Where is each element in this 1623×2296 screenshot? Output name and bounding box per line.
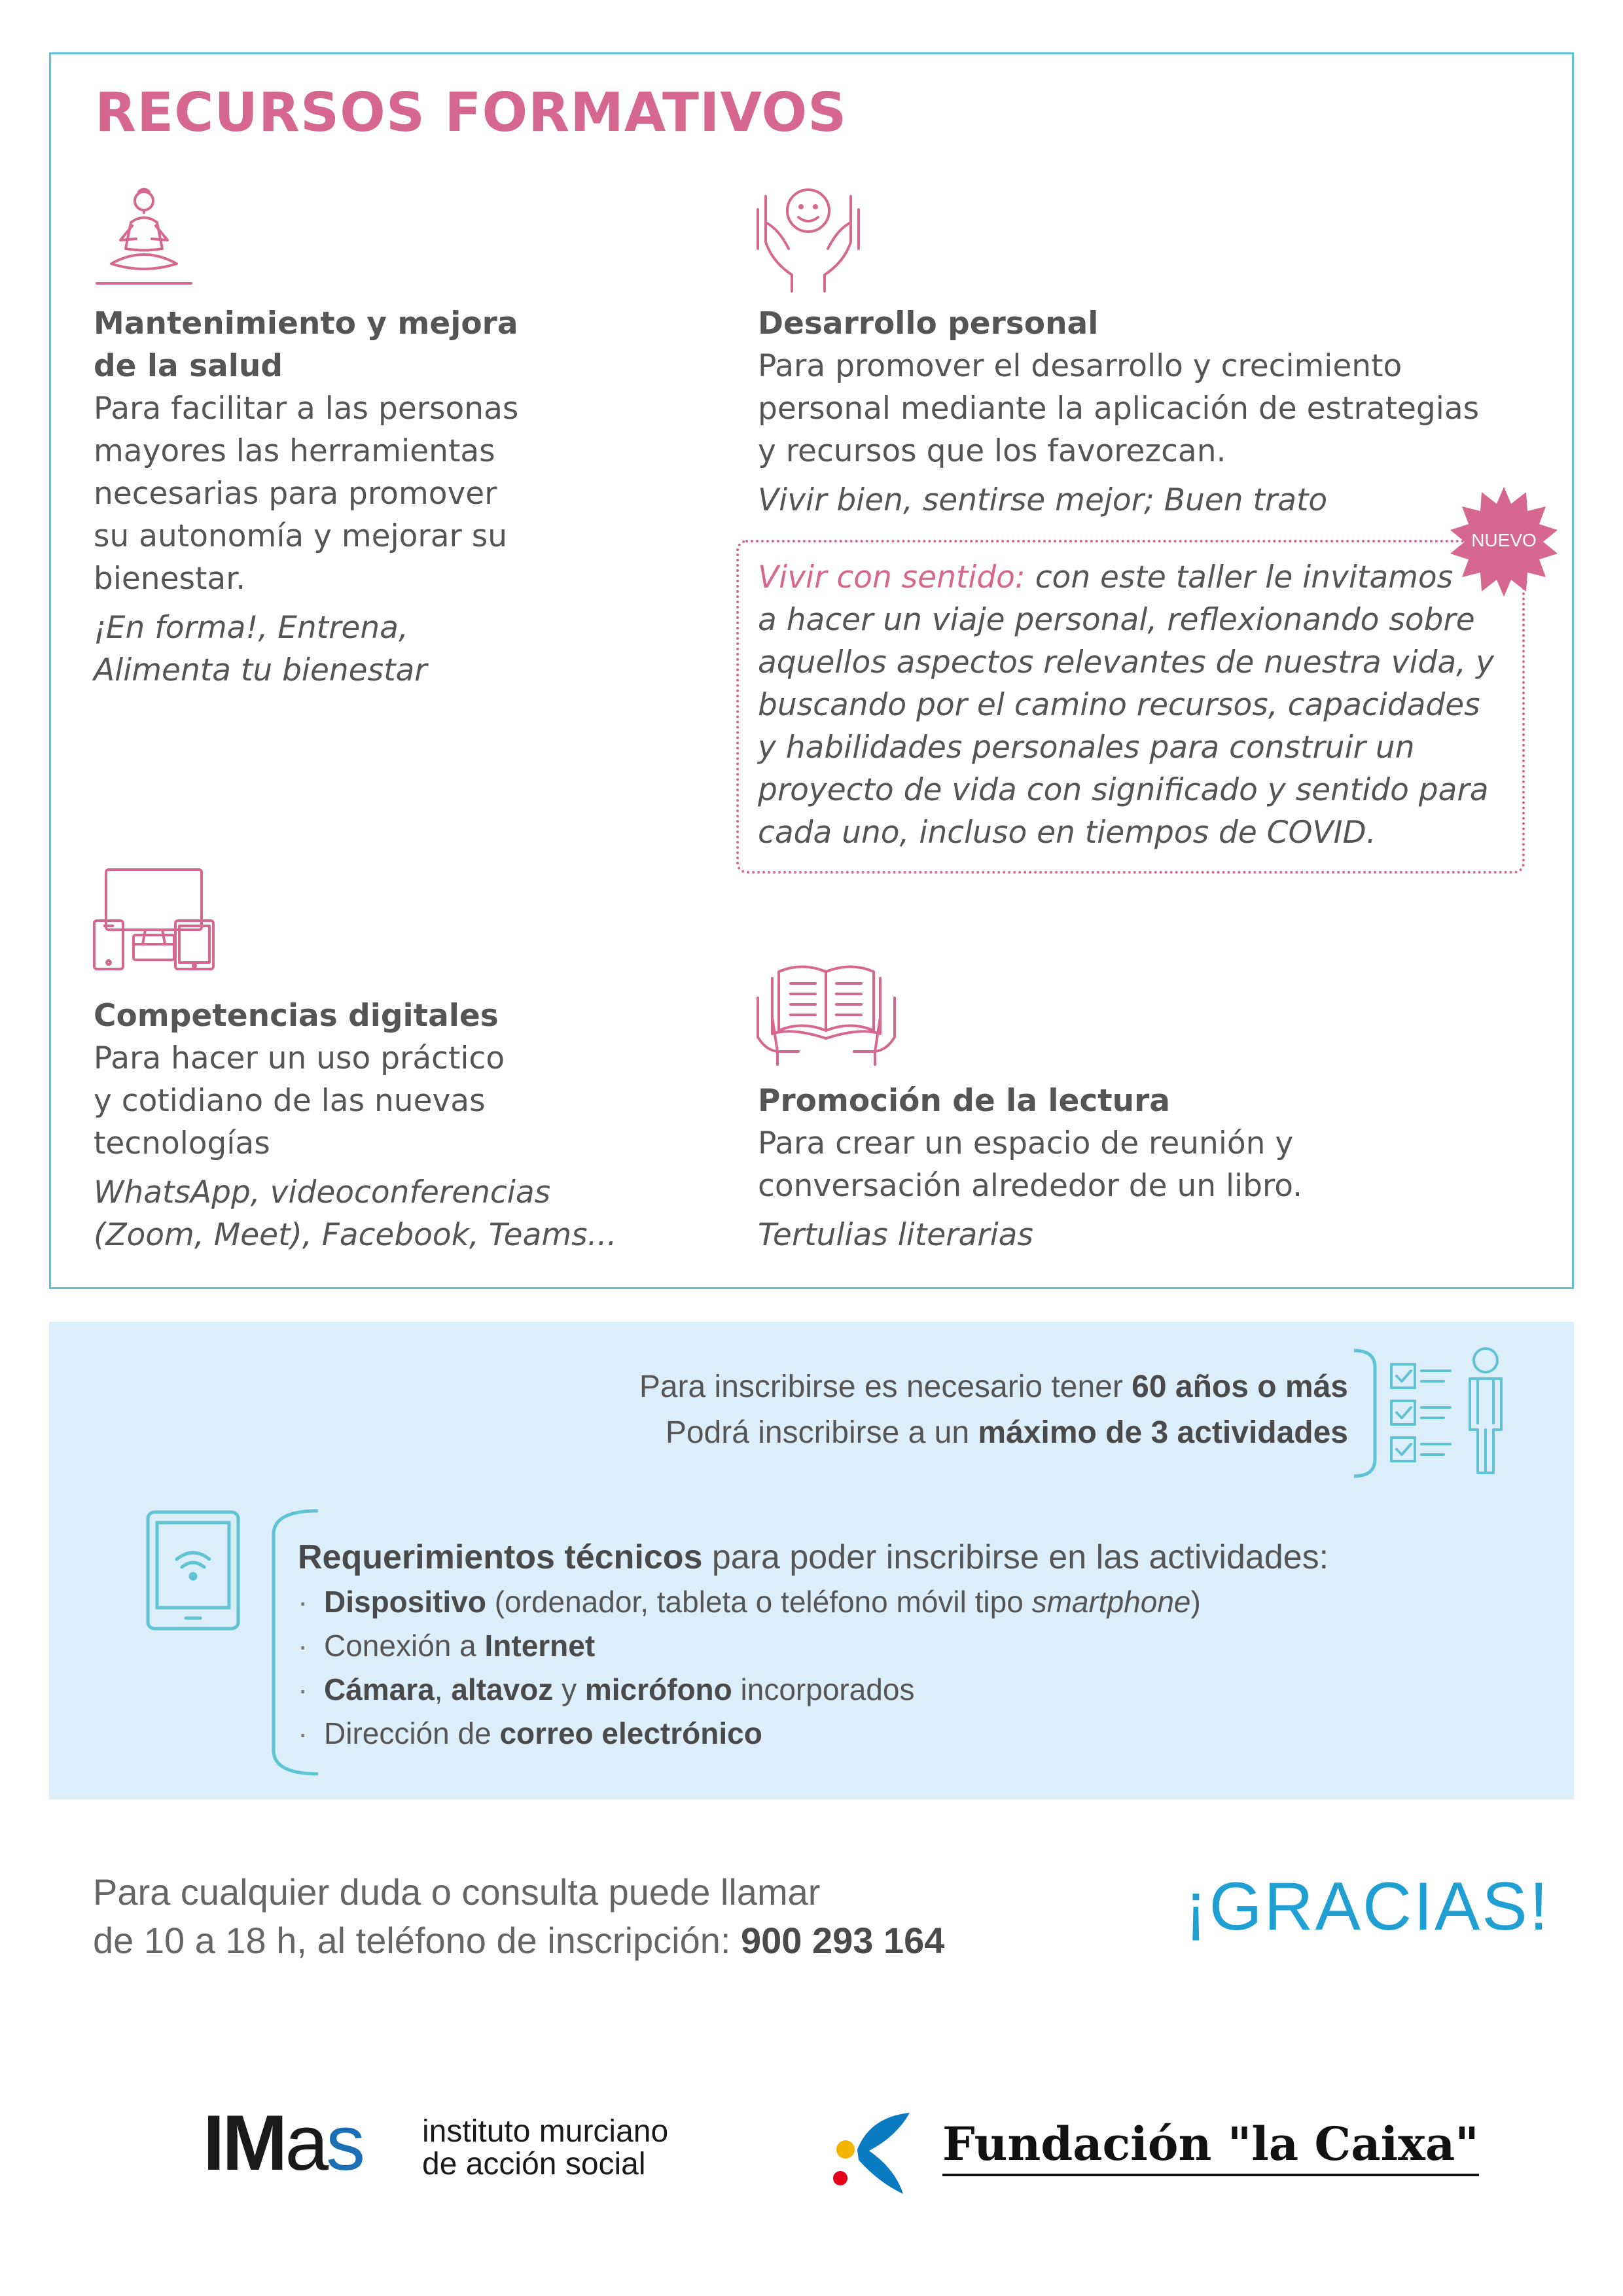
enrollment-requirements <box>393 1364 1348 1456</box>
imas-mark-a: a <box>285 2099 327 2187</box>
section-lectura <box>758 1080 1302 1256</box>
tech-item-device <box>298 1580 1541 1624</box>
checklist-person-icon <box>1387 1345 1518 1475</box>
req-max-pre: Podrá inscribirse a un <box>665 1415 978 1450</box>
imas-mark-s: s <box>326 2099 363 2187</box>
tech-item-email <box>298 1712 1541 1756</box>
contact-phone[interactable]: 900 293 164 <box>741 1920 945 1961</box>
nuevo-line-6: cada uno, incluso en tiempos de COVID. <box>758 815 1376 851</box>
contact-line-2-pre: de 10 a 18 h, al teléfono de inscripción: <box>93 1920 741 1961</box>
tech-item-device-bold: Dispositivo <box>324 1585 486 1619</box>
req-max-bold: máximo de 3 actividades <box>978 1415 1348 1450</box>
page-title: RECURSOS FORMATIVOS <box>95 82 847 144</box>
tech-heading <box>298 1534 1541 1580</box>
tech-heading-bold: Requerimientos técnicos <box>298 1538 703 1576</box>
tech-heading-rest: para poder inscribirse en las actividades: <box>702 1538 1329 1576</box>
section-salud-desc-3: necesarias para promover <box>94 476 497 512</box>
section-desarrollo-title: Desarrollo personal <box>758 306 1099 342</box>
imas-name-2: de acción social <box>422 2147 646 2181</box>
section-salud-desc-2: mayores las herramientas <box>94 433 495 469</box>
nuevo-badge-label: NUEVO <box>1471 530 1537 550</box>
nuevo-line-2: aquellos aspectos relevantes de nuestra vida, y <box>758 645 1494 680</box>
section-desarrollo-desc-3: y recursos que los favorezcan. <box>758 433 1226 469</box>
section-digitales-desc-1: Para hacer un uso práctico <box>94 1040 505 1076</box>
section-digitales-title: Competencias digitales <box>94 998 499 1034</box>
section-salud-desc-5: bienestar. <box>94 561 246 597</box>
right-bracket-icon <box>1351 1348 1378 1479</box>
tablet-wifi-icon <box>144 1508 242 1633</box>
digital-devices-icon <box>92 867 216 972</box>
section-desarrollo <box>758 302 1479 521</box>
section-salud <box>94 302 518 692</box>
tech-item-email-pre: Dirección de <box>324 1716 500 1750</box>
section-salud-examples-1: ¡En forma!, Entrena, <box>94 610 408 646</box>
section-salud-desc-1: Para facilitar a las personas <box>94 391 519 427</box>
caixa-wordmark: Fundación "la Caixa" <box>942 2117 1479 2176</box>
section-desarrollo-desc-2: personal mediante la aplicación de estrategias <box>758 391 1480 427</box>
imas-name <box>422 2115 668 2181</box>
nuevo-line-3: buscando por el camino recursos, capacidades <box>758 687 1480 723</box>
nuevo-badge <box>1446 484 1561 599</box>
contact-line-2 <box>93 1916 944 1965</box>
req-age <box>393 1364 1348 1410</box>
nuevo-workshop-text <box>758 556 1504 854</box>
tech-requirements <box>298 1534 1541 1756</box>
bullet: · <box>298 1672 308 1706</box>
section-salud-desc-4: su autonomía y mejorar su <box>94 518 508 554</box>
tech-item-internet-pre: Conexión a <box>324 1629 485 1663</box>
section-desarrollo-desc-1: Para promover el desarrollo y crecimiento <box>758 348 1402 384</box>
nuevo-line-4: y habilidades personales para construir un <box>758 730 1415 766</box>
tech-item-internet <box>298 1624 1541 1668</box>
tech-item-av <box>298 1668 1541 1712</box>
req-max <box>393 1410 1348 1456</box>
imas-mark <box>203 2099 363 2187</box>
contact-line-1: Para cualquier duda o consulta puede llamar <box>93 1871 821 1913</box>
tech-item-av-rest: incorporados <box>732 1672 915 1706</box>
section-lectura-desc-1: Para crear un espacio de reunión y <box>758 1125 1294 1161</box>
section-digitales <box>94 995 616 1256</box>
imas-name-1: instituto murciano <box>422 2114 669 2149</box>
section-digitales-examples-2: (Zoom, Meet), Facebook, Teams... <box>94 1217 617 1253</box>
section-digitales-desc-2: y cotidiano de las nuevas <box>94 1083 486 1119</box>
section-digitales-examples-1: WhatsApp, videoconferencias <box>94 1174 551 1210</box>
section-lectura-title: Promoción de la lectura <box>758 1083 1171 1119</box>
tech-item-sep1: , <box>434 1672 452 1706</box>
section-lectura-examples: Tertulias literarias <box>758 1217 1033 1253</box>
tech-item-email-bold: correo electrónico <box>499 1716 762 1750</box>
contact-info <box>93 1868 944 1965</box>
section-lectura-desc-2: conversación alrededor de un libro. <box>758 1168 1303 1204</box>
tech-item-sep2: y <box>553 1672 585 1706</box>
nuevo-first-line: con este taller le invitamos <box>1025 559 1454 595</box>
section-salud-examples-2: Alimenta tu bienestar <box>94 652 427 688</box>
nuevo-line-5: proyecto de vida con significado y sentido para <box>758 772 1489 808</box>
req-age-bold: 60 años o más <box>1132 1369 1348 1404</box>
section-salud-title-2: de la salud <box>94 348 283 384</box>
smiling-face-hands-icon <box>753 183 864 294</box>
section-salud-title-1: Mantenimiento y mejora <box>94 306 518 342</box>
tech-item-speaker: altavoz <box>451 1672 554 1706</box>
section-digitales-desc-3: tecnologías <box>94 1125 270 1161</box>
yoga-meditation-icon <box>92 186 196 291</box>
caixa-star-icon <box>818 2110 923 2195</box>
req-age-pre: Para inscribirse es necesario tener <box>639 1369 1132 1404</box>
bullet: · <box>298 1585 308 1619</box>
nuevo-line-1: a hacer un viaje personal, reflexionando sobre <box>758 602 1475 638</box>
imas-mark-i: I <box>203 2099 223 2187</box>
nuevo-highlight: Vivir con sentido: <box>758 559 1026 595</box>
tech-item-device-close: ) <box>1190 1585 1201 1619</box>
open-book-hands-icon <box>753 959 900 1067</box>
section-desarrollo-examples: Vivir bien, sentirse mejor; Buen trato <box>758 482 1328 518</box>
tech-item-camera: Cámara <box>324 1672 435 1706</box>
tech-item-mic: micrófono <box>584 1672 732 1706</box>
imas-mark-m: M <box>222 2099 285 2187</box>
bullet: · <box>298 1629 308 1663</box>
bullet: · <box>298 1716 308 1750</box>
tech-item-internet-bold: Internet <box>484 1629 596 1663</box>
tech-item-device-rest: (ordenador, tableta o teléfono móvil tipo <box>486 1585 1032 1619</box>
thanks-heading: ¡GRACIAS! <box>1185 1869 1550 1945</box>
tech-item-device-italic: smartphone <box>1031 1585 1191 1619</box>
